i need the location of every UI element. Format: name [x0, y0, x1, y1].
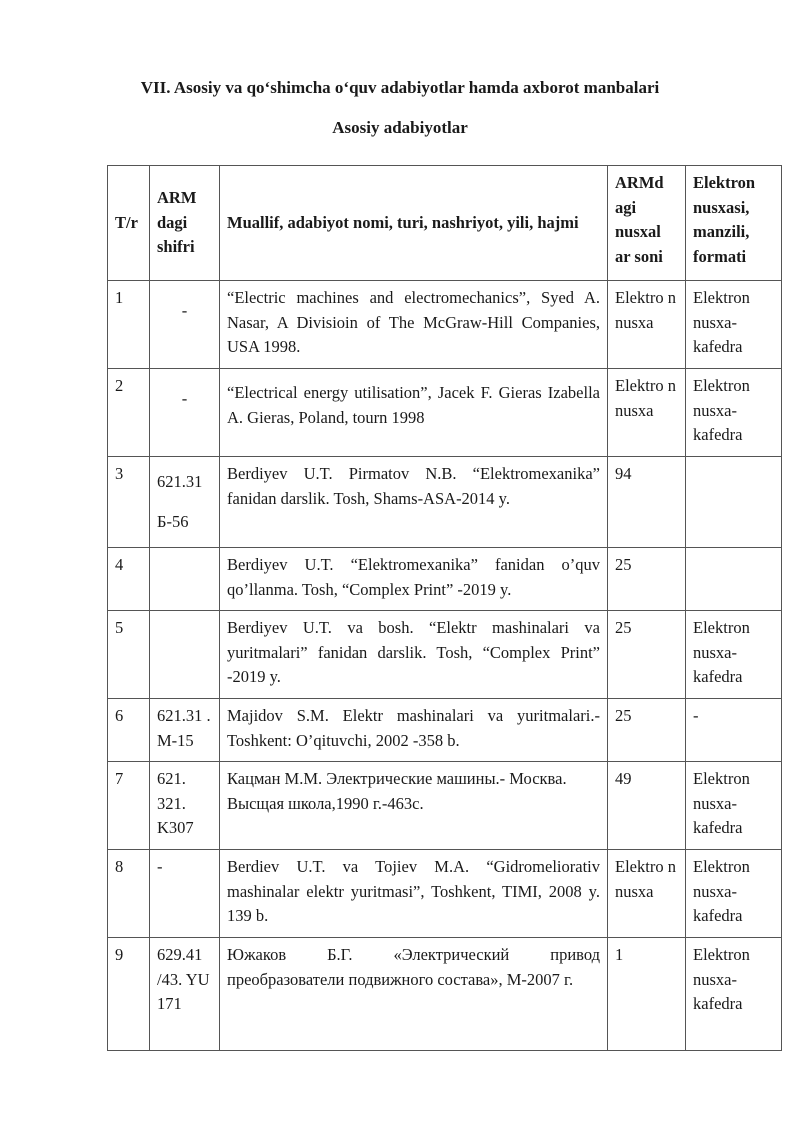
section-title: VII. Asosiy va qo‘shimcha o‘quv adabiyotlar hamda axborot manbalari	[140, 78, 660, 97]
arm-code: -	[150, 369, 220, 457]
table-row	[108, 850, 782, 938]
header-author-title: Muallif, adabiyot nomi, turi, nashriyot, yili, hajmi	[220, 166, 608, 281]
copies-count: 49	[608, 762, 686, 850]
book-description: Berdiyev U.T. Pirmatov N.B. “Elektromexanika” fanidan darslik. Tosh, Shams-ASA-2014 y.	[220, 457, 608, 548]
row-number: 8	[108, 850, 150, 938]
row-number: 2	[108, 369, 150, 457]
table-row	[108, 762, 782, 850]
arm-code	[150, 548, 220, 611]
electronic-copy: Elektron nusxa-kafedra	[686, 938, 782, 1051]
arm-code: 629.41 /43. YU 171	[150, 938, 220, 1051]
literature-table	[107, 165, 782, 1051]
copies-count: 1	[608, 938, 686, 1051]
electronic-copy: Elektron nusxa-kafedra	[686, 611, 782, 699]
table-row	[108, 281, 782, 369]
copies-count: Elektro n nusxa	[608, 369, 686, 457]
subtitle: Asosiy adabiyotlar	[332, 118, 468, 137]
electronic-copy: Elektron nusxa-kafedra	[686, 281, 782, 369]
row-number: 1	[108, 281, 150, 369]
header-electronic: Elektron nusxasi, manzili, formati	[686, 166, 782, 281]
copies-count: 94	[608, 457, 686, 548]
header-copies: ARMd agi nusxal ar soni	[608, 166, 686, 281]
book-description: Majidov S.M. Elektr mashinalari va yuritmalari.- Toshkent: O’qituvchi, 2002 -358 b.	[220, 699, 608, 762]
row-number: 6	[108, 699, 150, 762]
book-description: Южаков Б.Г. «Электрический привод преобразователи подвижного состава», М-2007 г.	[220, 938, 608, 1051]
arm-code: -	[150, 850, 220, 938]
arm-code: 621. 321. K307	[150, 762, 220, 850]
header-row	[108, 166, 782, 281]
header-arm-code: ARM dagi shifri	[150, 166, 220, 281]
arm-code: -	[150, 281, 220, 369]
electronic-copy: Elektron nusxa-kafedra	[686, 369, 782, 457]
copies-count: 25	[608, 699, 686, 762]
copies-count: 25	[608, 548, 686, 611]
electronic-copy	[686, 548, 782, 611]
table-row	[108, 938, 782, 1051]
copies-count: 25	[608, 611, 686, 699]
electronic-copy: -	[686, 699, 782, 762]
book-description: Berdiyev U.T. “Elektromexanika” fanidan o’quv qo’llanma. Tosh, “Complex Print” -2019 y.	[220, 548, 608, 611]
arm-code: 621.31 Б-56	[150, 457, 220, 548]
table-row	[108, 548, 782, 611]
book-description: “Electric machines and electromechanics”, Syed A. Nasar, A Divisioin of The McGraw-Hill Companies, USA 1998.	[220, 281, 608, 369]
electronic-copy	[686, 457, 782, 548]
row-number: 5	[108, 611, 150, 699]
header-number: T/r	[108, 166, 150, 281]
row-number: 4	[108, 548, 150, 611]
book-description: Berdiyev U.T. va bosh. “Elektr mashinalari va yuritmalari” fanidan darslik. Tosh, “Complex Print” -2019 y.	[220, 611, 608, 699]
table-row	[108, 457, 782, 548]
table-row	[108, 369, 782, 457]
electronic-copy: Elektron nusxa-kafedra	[686, 850, 782, 938]
book-description: Berdiev U.T. va Tojiev M.A. “Gidromeliorativ mashinalar elektr yuritmasi”, Toshkent, TIMI, 2008 y. 139 b.	[220, 850, 608, 938]
book-description: Кацман М.М. Электрические машины.- Москва. Высщая школа,1990 г.-463с.	[220, 762, 608, 850]
copies-count: Elektro n nusxa	[608, 281, 686, 369]
table-row	[108, 699, 782, 762]
book-description: “Electrical energy utilisation”, Jacek F. Gieras Izabella A. Gieras, Poland, tourn 1998	[220, 369, 608, 457]
row-number: 9	[108, 938, 150, 1051]
row-number: 7	[108, 762, 150, 850]
electronic-copy: Elektron nusxa-kafedra	[686, 762, 782, 850]
arm-code	[150, 611, 220, 699]
copies-count: Elektro n nusxa	[608, 850, 686, 938]
table-row	[108, 611, 782, 699]
arm-code: 621.31 . M-15	[150, 699, 220, 762]
row-number: 3	[108, 457, 150, 548]
